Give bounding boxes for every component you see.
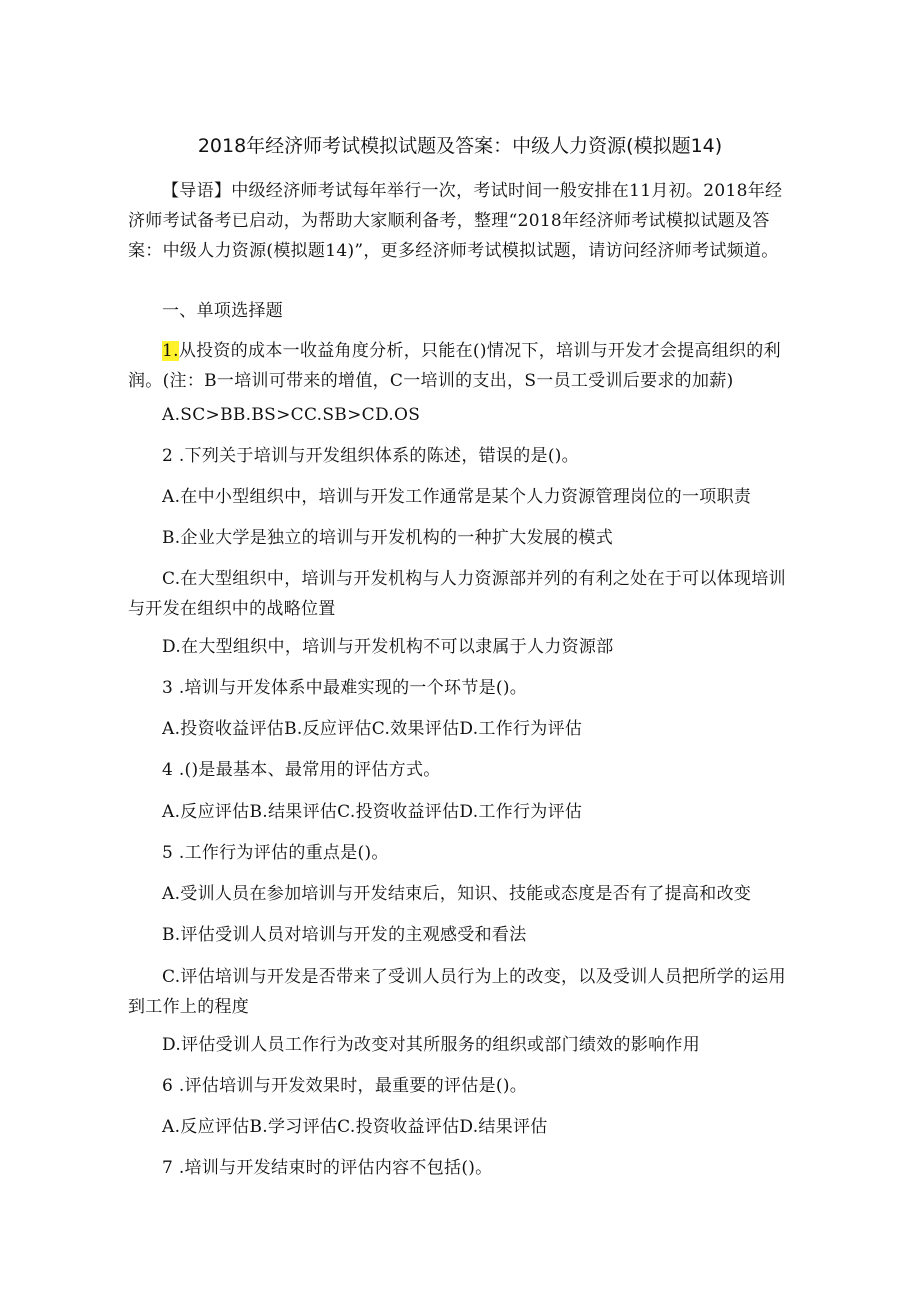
intro-paragraph: 【导语】中级经济师考试每年举行一次，考试时间一般安排在11月初。2018年经济师考试备考已启动，为帮助大家顺利备考，整理“2018年经济师考试模拟试题及答案：中级人力资源(模拟题14)”，更多经济师考试模拟试题，请访问经济师考试频道。 (128, 181, 783, 261)
question-4-options: A.反应评估B.结果评估C.投资收益评估D.工作行为评估 (162, 802, 583, 822)
question-1-number: 1. (162, 341, 179, 361)
question-3-options: A.投资收益评估B.反应评估C.效果评估D.工作行为评估 (162, 719, 583, 739)
question-5-option-b: B.评估受训人员对培训与开发的主观感受和看法 (162, 925, 527, 945)
question-5-option-d: D.评估受训人员工作行为改变对其所服务的组织或部门绩效的影响作用 (162, 1035, 701, 1055)
question-6-stem: 6 .评估培训与开发效果时，最重要的评估是()。 (162, 1076, 528, 1096)
question-3-stem: 3 .培训与开发体系中最难实现的一个环节是()。 (162, 678, 528, 698)
question-5-option-a: A.受训人员在参加培训与开发结束后，知识、技能或态度是否有了提高和改变 (162, 884, 752, 904)
question-4-stem: 4 .()是最基本、最常用的评估方式。 (162, 760, 441, 780)
question-2-option-b: B.企业大学是独立的培训与开发机构的一种扩大发展的模式 (162, 528, 613, 548)
question-5-option-c: C.评估培训与开发是否带来了受训人员行为上的改变，以及受训人员把所学的运用到工作上的程度 (128, 967, 786, 1017)
question-5-stem: 5 .工作行为评估的重点是()。 (162, 843, 389, 863)
question-1-options: A.SC>BB.BS>CC.SB>CD.OS (162, 405, 421, 425)
question-1 (128, 336, 792, 396)
question-2-stem: 2 .下列关于培训与开发组织体系的陈述，错误的是()。 (162, 446, 579, 466)
question-1-text: 从投资的成本一收益角度分析，只能在()情况下，培训与开发才会提高组织的利润。(注：B一培训可带来的增值，C一培训的支出，S一员工受训后要求的加薪) (128, 341, 781, 391)
question-2-option-c: C.在大型组织中，培训与开发机构与人力资源部并列的有利之处在于可以体现培训与开发在组织中的战略位置 (128, 569, 786, 619)
section-heading: 一、单项选择题 (162, 301, 284, 321)
question-2-option-a: A.在中小型组织中，培训与开发工作通常是某个人力资源管理岗位的一项职责 (162, 487, 752, 507)
document-title: 2018年经济师考试模拟试题及答案：中级人力资源(模拟题14) (197, 135, 723, 157)
question-2-option-d: D.在大型组织中，培训与开发机构不可以隶属于人力资源部 (162, 637, 614, 657)
question-7-stem: 7 .培训与开发结束时的评估内容不包括()。 (162, 1158, 493, 1178)
question-6-options: A.反应评估B.学习评估C.投资收益评估D.结果评估 (162, 1117, 548, 1137)
